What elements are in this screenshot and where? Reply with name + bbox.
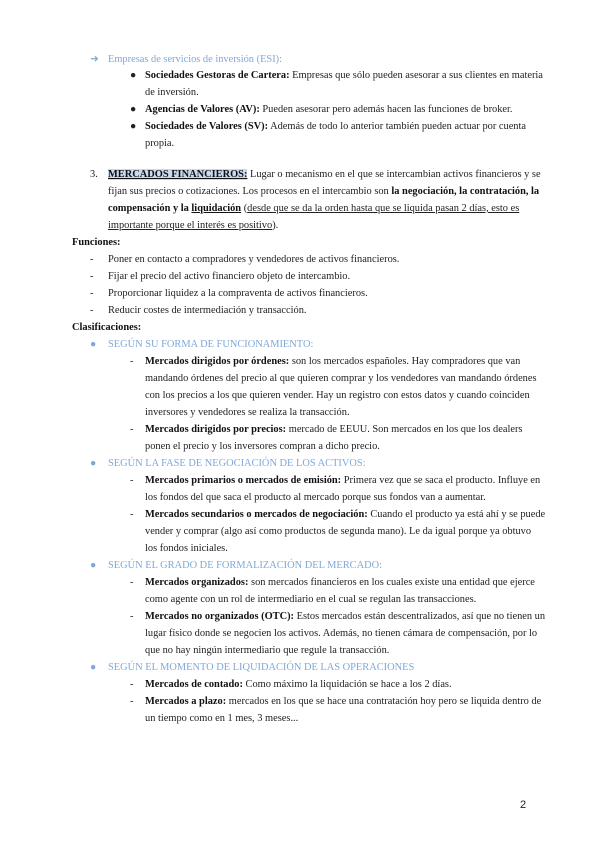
group-3-title: SEGÚN EL GRADO DE FORMALIZACIÓN DEL MERCADO: xyxy=(108,560,382,571)
dash-icon: - xyxy=(130,356,134,367)
funciones-heading: Funciones: xyxy=(72,237,121,248)
group-3-item-1: Mercados organizados: son mercados financieros en los cuales existe una entidad que ejerce xyxy=(145,577,535,588)
dash-icon: - xyxy=(130,577,134,588)
bullet-icon: ● xyxy=(130,104,137,115)
section3-line-1: MERCADOS FINANCIEROS: Lugar o mecanismo en el que se intercambian activos financieros y se xyxy=(108,169,541,180)
section3-title: MERCADOS FINANCIEROS: xyxy=(108,169,248,180)
group-2-item-2: Mercados secundarios o mercados de negociación: Cuando el producto ya está ahí y se puede xyxy=(145,509,546,520)
bullet-icon: ● xyxy=(130,121,137,132)
bullet-icon: ● xyxy=(90,662,97,673)
group-1-item-1-cont: con los precios a los que quieren vender. Hay un registro con estos datos y cuando coinciden xyxy=(145,390,530,401)
dash-icon: - xyxy=(130,475,134,486)
group-3-item-1-cont: como agente con un rol de intermediario en el cual se regulan las transacciones. xyxy=(145,594,477,605)
esi-item-3-cont: propia. xyxy=(145,138,175,149)
arrow-icon: ➜ xyxy=(90,54,99,65)
funcion-item-4: Reducir costes de intermediación y transacción. xyxy=(108,305,307,316)
group-1-item-1-cont: inversores y vendedores se realiza la transacción. xyxy=(145,407,350,418)
group-2-item-1: Mercados primarios o mercados de emisión: Primera vez que se saca el producto. Influye en xyxy=(145,475,541,486)
group-1-item-1-cont: mandando órdenes del precio al que quieren comprar y los vendedores van mandando órdenes xyxy=(145,373,537,384)
group-1-item-2: Mercados dirigidos por precios: mercado de EEUU. Son mercados en los que los dealers xyxy=(145,424,523,435)
dash-icon: - xyxy=(90,254,94,265)
group-2-item-2-cont: los fondos iniciales. xyxy=(145,543,228,554)
group-1-item-1: Mercados dirigidos por órdenes: son los mercados españoles. Hay compradores que van xyxy=(145,356,521,367)
group-2-item-1-cont: los fondos del que saca el producto al mercado porque sus fondos van a aumentar. xyxy=(145,492,486,503)
funcion-item-3: Proporcionar liquidez a la compraventa de activos financieros. xyxy=(108,288,368,299)
page-number: 2 xyxy=(520,799,527,811)
group-3-item-2-cont: lugar físico donde se negocien los activos. Además, no tienen cámara de compensación, por lo xyxy=(145,628,538,639)
dash-icon: - xyxy=(90,305,94,316)
bullet-icon: ● xyxy=(90,339,97,350)
esi-header: Empresas de servicios de inversión (ESI): xyxy=(108,54,282,65)
funcion-item-1: Poner en contacto a compradores y vendedores de activos financieros. xyxy=(108,254,400,265)
group-3-item-2-cont: que no hay ningún intermediario que regule la transacción. xyxy=(145,645,390,656)
dash-icon: - xyxy=(130,509,134,520)
bullet-icon: ● xyxy=(90,560,97,571)
dash-icon: - xyxy=(90,288,94,299)
dash-icon: - xyxy=(130,679,134,690)
dash-icon: - xyxy=(130,611,134,622)
group-4-title: SEGÚN EL MOMENTO DE LIQUIDACIÓN DE LAS OPERACIONES xyxy=(108,662,415,673)
esi-item-1: Sociedades Gestoras de Cartera: Empresas que sólo pueden asesorar a sus clientes en materia xyxy=(145,70,543,81)
funcion-item-2: Fijar el precio del activo financiero objeto de intercambio. xyxy=(108,271,351,282)
dash-icon: - xyxy=(130,424,134,435)
esi-item-1-cont: de inversión. xyxy=(145,87,199,98)
bullet-icon: ● xyxy=(90,458,97,469)
section3-line-2: fijan sus precios o cotizaciones. Los procesos en el intercambio son la negociación, la contratación, la xyxy=(108,186,540,197)
group-1-item-2-cont: ponen el precio y los inversores compran a dicho precio. xyxy=(145,441,380,452)
group-2-item-2-cont: vender y comprar (algo así como productos de segunda mano). Le da igual porque ya obtuvo xyxy=(145,526,532,537)
section3-number: 3. xyxy=(90,169,98,180)
bullet-icon: ● xyxy=(130,70,137,81)
clasificaciones-heading: Clasificaciones: xyxy=(72,322,142,333)
section3-line-3: compensación y la liquidación (desde que se da la orden hasta que se liquida pasan 2 días, esto es xyxy=(108,203,520,214)
group-4-item-2: Mercados a plazo: mercados en los que se hace una contratación hoy pero se liquida dentro de xyxy=(145,696,542,707)
group-4-item-1: Mercados de contado: Como máximo la liquidación se hace a los 2 días. xyxy=(145,679,452,690)
dash-icon: - xyxy=(90,271,94,282)
group-1-title: SEGÚN SU FORMA DE FUNCIONAMIENTO: xyxy=(108,339,314,350)
esi-item-3: Sociedades de Valores (SV): Además de todo lo anterior también pueden actuar por cuenta xyxy=(145,121,527,132)
dash-icon: - xyxy=(130,696,134,707)
group-2-title: SEGÚN LA FASE DE NEGOCIACIÓN DE LOS ACTIVOS: xyxy=(108,458,366,469)
section3-line-4: importante porque el interés es positivo). xyxy=(108,220,279,231)
group-4-item-2-cont: un tiempo como en 1 mes, 3 meses... xyxy=(145,713,299,724)
group-3-item-2: Mercados no organizados (OTC): Estos mercados están descentralizados, así que no tienen un xyxy=(145,611,546,622)
esi-item-2: Agencias de Valores (AV): Pueden asesorar pero además hacen las funciones de broker. xyxy=(145,104,513,115)
